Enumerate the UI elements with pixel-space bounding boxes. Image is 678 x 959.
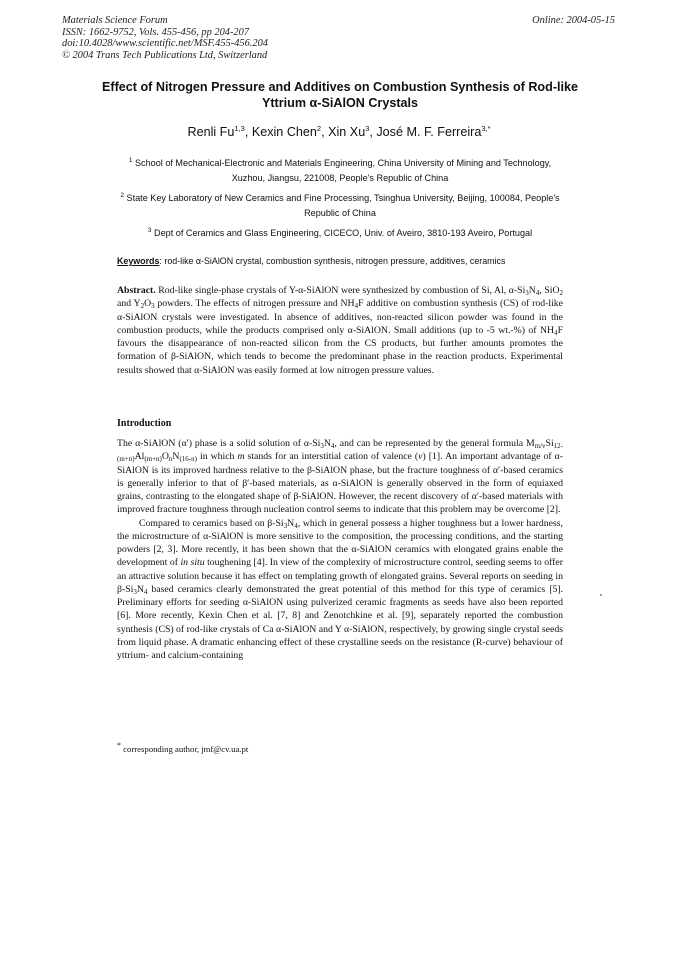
- abstract-text: F additive on combustion synthesis (CS) of rod-like α-SiAlON crystals were investigated. In absence of additives, non-reacted silicon powder was found in the combustion products, while the products comprised only α-SiAlON. Small additions (up to -5 wt.-%) of NH: [117, 298, 563, 336]
- subscript: n: [168, 455, 173, 464]
- subscript: 2: [140, 302, 145, 311]
- text-run: The α-SiAlON (α′) phase is a solid solution of α-Si: [117, 438, 321, 449]
- subscript: 3: [525, 289, 529, 297]
- doi-line: doi:10.4028/www.scientific.net/MSF.455-456.204: [62, 38, 268, 50]
- abstract-text: Rod-like single-phase crystals of Y-α-SiAlON were synthesized by combustion of Si, Al, α-Si: [158, 285, 526, 296]
- author-name: Renli Fu: [187, 125, 235, 140]
- subscript: 4: [535, 289, 540, 297]
- affiliation-text: State Key Laboratory of New Ceramics and Fine Processing, Tsinghua University, Beijing, 100084, People's Republic of China: [126, 193, 560, 219]
- scan-artifact-dot: [600, 594, 602, 596]
- author-name: Kexin Chen: [251, 125, 317, 140]
- abstract-text: and Y: [117, 298, 141, 310]
- subscript: 12-(m+n): [117, 442, 563, 464]
- journal-header: [62, 15, 268, 61]
- author-affiliation-mark: 2: [316, 124, 322, 133]
- text-run: Si: [545, 438, 554, 449]
- text-run: O: [161, 451, 169, 463]
- author-affiliation-mark: 3: [365, 124, 370, 133]
- affiliation-text: School of Mechanical-Electronic and Materials Engineering, China University of Mining and Technology, Xuzhou, Jiangsu, 221008, People's Republic of China: [134, 158, 552, 184]
- abstract-label: Abstract.: [117, 285, 156, 296]
- subscript: (m+n): [144, 455, 162, 464]
- text-run: Al: [134, 451, 145, 463]
- footnote-text: corresponding author, jmf@cv.ua.pt: [123, 744, 249, 754]
- subscript: 3: [133, 587, 137, 596]
- subscript: (16-n): [179, 455, 197, 464]
- subscript: 3: [320, 442, 324, 450]
- author-name: José M. F. Ferreira: [376, 125, 482, 140]
- abstract-text: F favours the disappearance of non-reacted silicon from the CS products, but further amounts promotes the formation of β-SiAlON, which tends to become the predominant phase in the reaction products. Experimental results showed that α-SiAlON was easily formed at low nitrogen pressure values.: [117, 324, 563, 376]
- subscript: 4: [330, 442, 335, 450]
- footnote: [117, 741, 248, 754]
- introduction-body: [117, 437, 563, 662]
- text-run: , which in general possess a higher toughness but a lower hardness, the microstructure of α-SiAlON is more sensitive to the composition, the processing conditions, and the starting powders [2, 3]. More recently, it has been shown that the α-SiAlON ceramics with elongated grains enable the development of: [117, 517, 563, 569]
- subscript: m/v: [534, 442, 546, 450]
- author-affiliation-mark: 1,3: [234, 124, 245, 133]
- paragraph: [117, 437, 563, 517]
- copyright-line: © 2004 Trans Tech Publications Ltd, Switzerland: [62, 49, 268, 61]
- text-run: , and can be represented by the general formula M: [334, 438, 535, 449]
- paper-title: Effect of Nitrogen Pressure and Additives on Combustion Synthesis of Rod-like Yttrium α-SiAlON Crystals: [101, 80, 579, 110]
- text-run: Compared to ceramics based on β-Si: [139, 517, 284, 529]
- abstract-paragraph: [117, 284, 563, 377]
- footnote-mark: *: [117, 741, 121, 750]
- italic-text: v: [418, 451, 423, 463]
- italic-text: m: [237, 451, 245, 463]
- author-affiliation-mark: 3,*: [481, 124, 491, 133]
- affiliation-2: [120, 188, 560, 221]
- section-heading-introduction: Introduction: [117, 418, 172, 429]
- text-run: in which: [196, 451, 238, 463]
- abstract-text: powders. The effects of nitrogen pressure and NH: [154, 298, 355, 310]
- text-run: N: [323, 438, 331, 449]
- journal-name: Materials Science Forum: [62, 15, 168, 26]
- subscript: 3: [151, 302, 155, 311]
- keywords-text: rod-like α-SiAlON crystal, combustion synthesis, nitrogen pressure, additives, ceramics: [164, 256, 506, 266]
- affiliation-number: 3: [147, 227, 152, 234]
- text-run: N: [287, 517, 295, 529]
- author-list: Renli Fu$^{1,3}$, Kexin Chen$^2$, Xin Xu$^3$, José M. F. Ferreira$^{3,*}$: [187, 124, 491, 140]
- subscript: 3: [283, 521, 288, 530]
- text-run: N: [136, 583, 144, 595]
- text-run: stands for an interstitial cation of valence (: [244, 451, 419, 463]
- affiliation-number: 2: [120, 192, 124, 199]
- abstract-text: , SiO: [539, 285, 560, 296]
- affiliation-number: 1: [128, 157, 133, 164]
- italic-text: in situ: [180, 557, 205, 569]
- issn-line: ISSN: 1662-9752, Vols. 455-456, pp 204-207: [62, 26, 250, 38]
- keywords-label: Keywords: [117, 256, 160, 266]
- affiliation-1: [120, 153, 560, 186]
- subscript: 2: [559, 289, 563, 297]
- affiliation-3: [100, 223, 580, 241]
- subscript: 4: [354, 302, 359, 311]
- paragraph: [117, 517, 563, 663]
- subscript: 4: [143, 587, 148, 596]
- text-run: based ceramics clearly demonstrated the great potential of this method for this type of ceramics [5]. Preliminary efforts for seeding α-SiAlON using pulverized ceramic fragments as seeds have also been reported [6]. More recently, Kexin Chen et al. [7, 8] and Zenotchkine et al. [9], separately reported the combustion synthesis (CS) of rod-like crystals of Ca α-SiAlON and Y α-SiAlON, respectively, by growing single crystal seeds from liquid phase. A dramatic enhancing effect of these crystalline seeds on the resistance (R-curve) behaviour of yttrium- and calcium-containing: [117, 583, 563, 661]
- subscript: 4: [554, 328, 558, 337]
- text-run: ) [1]. An important advantage of α-SiAlON is its improved hardness relative to the β-SiAlON phase, but the fracture toughness of α′-based ceramics is generally inferior to that of β′-based materials, as α-SiAlON is generally observed in the form of equiaxed grains, contrasting to the elongated shape of β-SiAlON. However, the recent discovery of α′-based materials with improved fracture toughness through nucleation control seems to indicate that this problem may be overcome [2].: [117, 451, 563, 516]
- abstract-text: O: [144, 298, 152, 310]
- abstract-text: N: [528, 285, 536, 296]
- subscript: 4: [294, 521, 298, 530]
- affiliation-text: Dept of Ceramics and Glass Engineering, CICECO, Univ. of Aveiro, 3810-193 Aveiro, Portugal: [154, 228, 533, 239]
- text-run: toughening [4]. In view of the complexity of microstructure control, seeding seems to offer an attractive solution because it has effect on templating growth of elongated grains. Several reports on seeding in β-Si: [117, 557, 564, 595]
- text-run: N: [172, 451, 180, 463]
- keywords-line: Keywords: rod-like α-SiAlON crystal, combustion synthesis, nitrogen pressure, additives, ceramics: [117, 256, 506, 266]
- author-name: Xin Xu: [328, 125, 366, 140]
- online-date: Online: 2004-05-15: [532, 15, 615, 26]
